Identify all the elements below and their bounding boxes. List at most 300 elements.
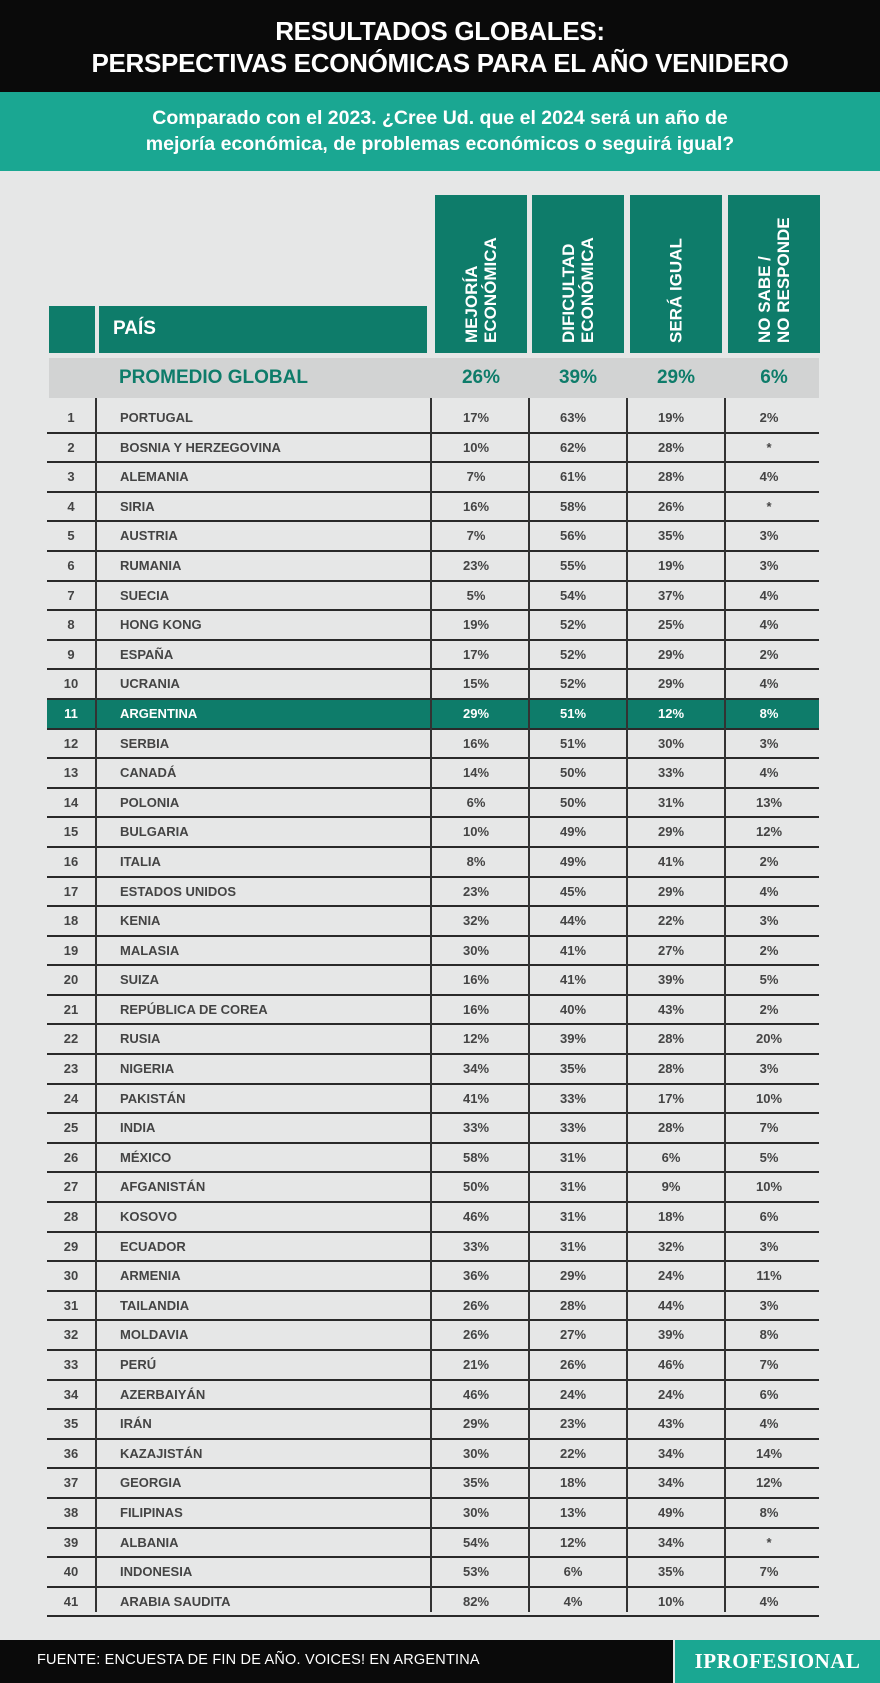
row-rank: 33 [63,1357,79,1372]
row-value-mejoria: 23% [462,557,490,573]
table-row [47,1114,819,1144]
row-value-dificultad: 35% [559,1061,587,1077]
table-row [47,463,819,493]
row-value-sera-igual: 30% [657,735,685,751]
table-row [47,670,819,700]
row-country: POLONIA [120,794,180,810]
row-value-no-sabe: 2% [759,646,779,662]
table-row [47,611,819,641]
row-rank: 7 [67,587,75,603]
row-value-sera-igual: 29% [657,883,685,899]
row-value-no-sabe: 7% [759,1120,779,1136]
row-value-sera-igual: 19% [657,410,685,425]
column-divider [724,398,726,1612]
column-divider [626,398,628,1612]
row-rank: 8 [67,617,75,633]
country-table-body [47,404,819,1617]
table-row [47,1321,819,1351]
row-country: UCRANIA [120,676,180,692]
row-value-dificultad: 51% [559,735,587,751]
row-value-dificultad: 28% [559,1297,587,1313]
table-row [47,1085,819,1115]
subtitle-line-1: Comparado con el 2023. ¿Cree Ud. que el 2024 será un año de [152,107,728,129]
row-rank: 41 [63,1593,79,1609]
table-row [47,404,819,434]
table-row [47,996,819,1026]
row-country: SUECIA [120,587,170,603]
row-rank: 18 [63,913,79,929]
row-value-dificultad: 44% [559,913,587,929]
row-rank: 30 [63,1268,79,1284]
row-rank: 15 [63,824,79,840]
table-row [47,1440,819,1470]
row-value-no-sabe: 3% [759,1238,779,1254]
row-value-sera-igual: 28% [657,469,685,485]
row-value-dificultad: 54% [559,587,587,603]
row-rank: 13 [63,765,79,781]
row-country: KENIA [120,913,161,929]
row-value-dificultad: 52% [559,617,587,633]
row-rank: 37 [63,1475,79,1491]
row-rank: 2 [67,439,75,455]
row-value-mejoria: 5% [466,587,486,603]
row-rank: 5 [67,528,75,544]
row-value-no-sabe: 2% [759,942,779,958]
row-value-mejoria: 10% [462,439,490,455]
row-country: INDONESIA [120,1564,193,1580]
row-rank: 39 [63,1534,79,1550]
row-value-dificultad: 41% [559,972,587,988]
row-country: KOSOVO [120,1209,178,1225]
table-row [47,641,819,671]
table-row [47,907,819,937]
row-value-sera-igual: 41% [657,853,685,869]
row-value-mejoria: 17% [462,646,490,662]
row-value-mejoria: 54% [462,1534,490,1550]
row-value-sera-igual: 32% [657,1238,685,1254]
column-header-mejoria-line2: ECONÓMICA [481,237,500,343]
row-value-mejoria: 10% [462,824,490,840]
row-value-mejoria: 7% [466,469,486,485]
row-value-mejoria: 23% [462,883,490,899]
table-row [47,1499,819,1529]
row-value-mejoria: 8% [466,853,486,869]
row-country: BOSNIA Y HERZEGOVINA [120,439,281,455]
row-value-mejoria: 32% [462,913,490,929]
row-value-no-sabe: 5% [759,972,779,988]
row-value-no-sabe: 7% [759,1357,779,1372]
row-value-dificultad: 23% [559,1416,587,1432]
row-country: AFGANISTÁN [120,1179,206,1195]
row-country: CANADÁ [120,765,177,781]
row-rank: 16 [63,853,79,869]
row-rank: 20 [63,972,79,988]
row-value-sera-igual: 34% [657,1475,685,1491]
row-value-sera-igual: 24% [657,1386,685,1402]
row-value-no-sabe: 3% [759,528,779,544]
row-value-no-sabe: 3% [759,1297,779,1313]
row-rank: 32 [63,1327,79,1343]
row-country: AZERBAIYÁN [120,1386,206,1402]
row-rank: 22 [63,1031,79,1047]
row-value-sera-igual: 27% [657,942,685,958]
row-value-no-sabe: 10% [755,1179,783,1195]
global-average-label: PROMEDIO GLOBAL [119,367,308,388]
row-value-dificultad: 31% [559,1209,587,1225]
row-value-no-sabe: 6% [759,1386,779,1402]
row-value-sera-igual: 29% [657,676,685,692]
table-row [47,878,819,908]
row-country: MALASIA [120,942,180,958]
global-average-sera-igual: 29% [656,367,696,388]
table-row [47,1203,819,1233]
row-value-dificultad: 45% [559,883,587,899]
column-header-mejoria [435,195,527,353]
row-rank: 23 [63,1061,79,1077]
row-value-no-sabe: 4% [759,1593,779,1609]
column-header-no-sabe-line1: NO SABE / [755,256,774,343]
row-value-mejoria: 82% [462,1593,490,1609]
row-rank: 17 [63,883,79,899]
row-country: INDIA [120,1120,156,1136]
row-value-dificultad: 39% [559,1031,587,1047]
row-value-mejoria: 58% [462,1149,490,1165]
row-value-sera-igual: 10% [657,1593,685,1609]
row-value-dificultad: 63% [559,410,587,425]
row-value-mejoria: 29% [462,705,490,721]
row-rank: 29 [63,1238,79,1254]
row-rank: 14 [63,794,79,810]
row-value-dificultad: 56% [559,528,587,544]
row-country: ESPAÑA [120,646,174,662]
row-value-no-sabe: 4% [759,676,779,692]
footer-source-band [0,1640,673,1683]
row-value-mejoria: 30% [462,1445,490,1461]
column-divider [528,398,530,1612]
row-country: AUSTRIA [120,528,178,544]
row-value-mejoria: 16% [462,498,490,514]
row-rank: 3 [67,469,75,485]
row-country: SUIZA [120,972,159,988]
row-rank: 11 [64,705,78,721]
row-value-mejoria: 26% [462,1327,490,1343]
row-value-no-sabe: 8% [759,1327,779,1343]
row-value-mejoria: 16% [462,735,490,751]
row-country: RUMANIA [120,557,182,573]
column-header-mejoria-line1: MEJORÍA [462,265,481,343]
row-rank: 4 [67,498,75,514]
row-value-dificultad: 49% [559,824,587,840]
row-value-sera-igual: 12% [657,705,685,721]
footer-brand-band [675,1640,880,1683]
column-divider [95,398,97,1612]
row-country: MOLDAVIA [120,1327,189,1343]
row-value-no-sabe: 12% [755,1475,783,1491]
row-value-dificultad: 33% [559,1120,587,1136]
row-value-mejoria: 17% [462,410,490,425]
row-rank: 6 [67,557,75,573]
row-value-dificultad: 40% [559,1001,587,1017]
row-country: IRÁN [120,1416,152,1432]
row-value-dificultad: 49% [559,853,587,869]
row-value-sera-igual: 34% [657,1534,685,1550]
row-value-no-sabe: 2% [759,1001,779,1017]
row-value-no-sabe: 20% [755,1031,783,1047]
table-row [47,730,819,760]
row-country: REPÚBLICA DE COREA [120,1001,268,1017]
table-row [47,1529,819,1559]
row-value-sera-igual: 44% [657,1297,685,1313]
table-row [47,1025,819,1055]
row-value-mejoria: 14% [462,765,490,781]
row-value-no-sabe: 3% [759,1061,779,1077]
row-value-no-sabe: 2% [759,410,779,425]
row-rank: 31 [63,1297,79,1313]
row-value-sera-igual: 6% [661,1149,681,1165]
row-value-dificultad: 33% [559,1090,587,1106]
footer-source-text: FUENTE: ENCUESTA DE FIN DE AÑO. VOICES! EN ARGENTINA [37,1652,480,1668]
row-value-no-sabe: 6% [759,1209,779,1225]
row-country: MÉXICO [120,1149,172,1165]
title-line-2: PERSPECTIVAS ECONÓMICAS PARA EL AÑO VENIDERO [91,48,789,78]
row-value-no-sabe: 5% [759,1149,779,1165]
row-value-no-sabe: 8% [759,705,779,721]
row-value-sera-igual: 28% [657,439,685,455]
table-row [47,1173,819,1203]
table-row [47,1262,819,1292]
row-country: ALEMANIA [120,469,189,485]
row-rank: 36 [63,1445,79,1461]
row-value-no-sabe: 3% [759,913,779,929]
row-country: PORTUGAL [120,410,193,425]
row-value-mejoria: 46% [462,1386,490,1402]
row-value-no-sabe: * [766,1534,772,1550]
row-value-dificultad: 31% [559,1149,587,1165]
row-value-no-sabe: 3% [759,557,779,573]
row-value-mejoria: 12% [462,1031,490,1047]
row-value-dificultad: 4% [563,1593,583,1609]
row-country: GEORGIA [120,1475,182,1491]
row-value-sera-igual: 25% [657,617,685,633]
row-value-sera-igual: 18% [657,1209,685,1225]
row-country: FILIPINAS [120,1504,183,1520]
row-value-dificultad: 29% [559,1268,587,1284]
row-country: SERBIA [120,735,170,751]
row-value-mejoria: 29% [462,1416,490,1432]
row-value-sera-igual: 17% [657,1090,685,1106]
row-value-mejoria: 6% [466,794,486,810]
row-value-dificultad: 41% [559,942,587,958]
row-value-no-sabe: * [766,498,772,514]
row-value-sera-igual: 49% [657,1504,685,1520]
table-row [47,966,819,996]
row-value-mejoria: 33% [462,1120,490,1136]
row-value-sera-igual: 39% [657,1327,685,1343]
row-value-sera-igual: 35% [657,1564,685,1580]
table-row [47,1233,819,1263]
row-country: ITALIA [120,853,161,869]
table-row [47,1292,819,1322]
row-country: ARMENIA [120,1268,181,1284]
row-value-dificultad: 13% [559,1504,587,1520]
row-value-sera-igual: 33% [657,765,685,781]
row-country: PERÚ [120,1357,157,1372]
row-value-dificultad: 31% [559,1238,587,1254]
row-value-sera-igual: 29% [657,824,685,840]
global-average-mejoria: 26% [461,367,501,388]
global-average-no-sabe: 6% [760,367,788,388]
row-value-sera-igual: 43% [657,1416,685,1432]
column-header-sera-igual-line1: SERÁ IGUAL [666,238,686,343]
row-rank: 10 [63,676,79,692]
row-rank: 24 [63,1090,79,1106]
table-row [47,1558,819,1588]
table-row [47,789,819,819]
row-value-dificultad: 61% [559,469,587,485]
row-value-mejoria: 15% [462,676,490,692]
row-value-no-sabe: 14% [755,1445,783,1461]
row-value-sera-igual: 28% [657,1061,685,1077]
row-value-sera-igual: 29% [657,646,685,662]
row-value-no-sabe: 4% [759,469,779,485]
row-rank: 28 [63,1209,79,1225]
title-band [0,0,880,92]
subtitle-band [0,92,880,171]
row-value-mejoria: 33% [462,1238,490,1254]
row-value-sera-igual: 31% [657,794,685,810]
column-header-no-sabe-line2: NO RESPONDE [774,217,793,343]
row-country: ESTADOS UNIDOS [120,883,237,899]
row-value-dificultad: 55% [559,557,587,573]
row-value-dificultad: 22% [559,1445,587,1461]
row-value-mejoria: 34% [462,1061,490,1077]
row-value-mejoria: 53% [462,1564,490,1580]
row-value-no-sabe: 4% [759,1416,779,1432]
row-value-mejoria: 26% [462,1297,490,1313]
table-row [47,937,819,967]
row-value-mejoria: 30% [462,1504,490,1520]
table-row [47,1469,819,1499]
row-country: ECUADOR [120,1238,186,1254]
row-value-mejoria: 19% [462,617,490,633]
table-row-highlighted [47,700,819,730]
column-header-no-sabe [728,195,820,353]
row-value-dificultad: 6% [563,1564,583,1580]
row-value-mejoria: 41% [462,1090,490,1106]
row-country: KAZAJISTÁN [120,1445,203,1461]
row-value-dificultad: 58% [559,498,587,514]
row-rank: 9 [67,646,75,662]
row-country: TAILANDIA [120,1297,190,1313]
column-header-dificultad-line1: DIFICULTAD [559,243,578,343]
row-country: HONG KONG [120,617,202,633]
row-country: ALBANIA [120,1534,179,1550]
row-value-dificultad: 52% [559,676,587,692]
column-header-dificultad [532,195,624,353]
row-value-mejoria: 16% [462,972,490,988]
table-row [47,1144,819,1174]
row-value-no-sabe: 3% [759,735,779,751]
row-rank: 21 [63,1001,79,1017]
row-value-dificultad: 24% [559,1386,587,1402]
column-header-sera-igual [630,195,722,353]
global-average-row [49,358,819,398]
row-value-sera-igual: 35% [657,528,685,544]
row-country: BULGARIA [120,824,189,840]
subtitle-line-2: mejoría económica, de problemas económicos o seguirá igual? [145,133,735,155]
row-value-no-sabe: 12% [755,824,783,840]
row-value-no-sabe: 4% [759,587,779,603]
row-value-mejoria: 7% [466,528,486,544]
column-divider [430,398,432,1612]
row-value-no-sabe: 7% [759,1564,779,1580]
country-column-label: PAÍS [113,318,156,339]
table-row [47,522,819,552]
row-rank: 35 [63,1416,79,1432]
row-rank: 26 [63,1149,79,1165]
global-average-dificultad: 39% [558,367,598,388]
table-row [47,759,819,789]
row-value-dificultad: 50% [559,765,587,781]
row-value-mejoria: 21% [462,1357,490,1372]
row-value-mejoria: 30% [462,942,490,958]
row-value-sera-igual: 19% [657,557,685,573]
index-column-header [49,306,95,353]
title-line-1: RESULTADOS GLOBALES: [275,16,605,46]
row-rank: 38 [63,1504,79,1520]
table-row [47,434,819,464]
table-row [47,848,819,878]
row-value-no-sabe: * [766,439,772,455]
row-value-dificultad: 50% [559,794,587,810]
row-rank: 27 [63,1179,79,1195]
row-value-sera-igual: 22% [657,913,685,929]
brand-logo: IPROFESIONAL [694,1649,861,1673]
row-value-sera-igual: 24% [657,1268,685,1284]
row-value-mejoria: 50% [462,1179,490,1195]
country-column-header [99,306,427,353]
row-country: ARABIA SAUDITA [120,1593,231,1609]
table-row [47,493,819,523]
row-value-sera-igual: 46% [657,1357,685,1372]
table-row [47,1588,819,1618]
row-country: PAKISTÁN [120,1090,186,1106]
row-value-sera-igual: 39% [657,972,685,988]
row-rank: 12 [63,735,79,751]
row-value-no-sabe: 8% [759,1504,779,1520]
row-value-sera-igual: 9% [661,1179,681,1195]
row-value-dificultad: 27% [559,1327,587,1343]
row-country: ARGENTINA [120,705,198,721]
row-value-sera-igual: 28% [657,1120,685,1136]
row-value-mejoria: 46% [462,1209,490,1225]
row-value-dificultad: 26% [559,1357,587,1372]
row-country: RUSIA [120,1031,161,1047]
row-rank: 34 [63,1386,79,1402]
row-rank: 1 [67,410,75,425]
row-value-dificultad: 62% [559,439,587,455]
row-value-no-sabe: 4% [759,617,779,633]
table-row [47,582,819,612]
row-value-dificultad: 31% [559,1179,587,1195]
table-row [47,1055,819,1085]
table-row [47,1410,819,1440]
table-row [47,552,819,582]
table-row [47,1351,819,1381]
row-value-sera-igual: 28% [657,1031,685,1047]
row-value-no-sabe: 10% [755,1090,783,1106]
row-rank: 19 [63,942,79,958]
